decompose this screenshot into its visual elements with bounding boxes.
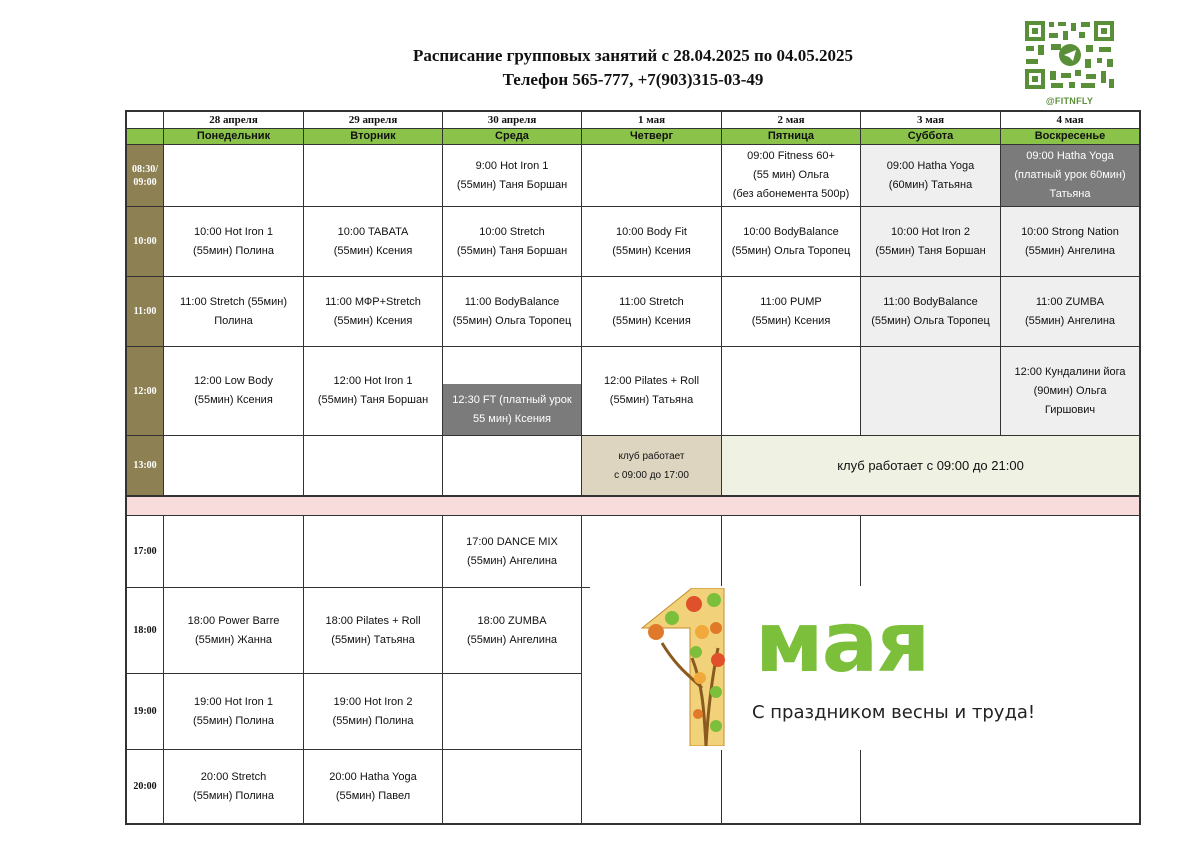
may-day-banner: [590, 586, 1109, 749]
class-cell: 20:00 Hatha Yoga (55мин) Павел: [304, 750, 443, 823]
class-cell: [722, 516, 861, 588]
class-cell: [304, 145, 443, 207]
column-day: Вторник: [304, 129, 443, 145]
class-cell: 18:00 Pilates + Roll (55мин) Татьяна: [304, 588, 443, 674]
column-day: Воскресенье: [1001, 129, 1139, 145]
column-day: Четверг: [582, 129, 722, 145]
column-date: 30 апреля: [443, 112, 582, 129]
class-cell: 18:00 Power Barre (55мин) Жанна: [164, 588, 304, 674]
column-day: Суббота: [861, 129, 1001, 145]
class-cell: 19:00 Hot Iron 2 (55мин) Полина: [304, 674, 443, 750]
class-cell: [443, 436, 582, 496]
column-date: 28 апреля: [164, 112, 304, 129]
column-date: 2 мая: [722, 112, 861, 129]
class-cell: [304, 436, 443, 496]
column-day: Пятница: [722, 129, 861, 145]
paid-class-cell: 12:30 FT (платный урок 55 мин) Ксения: [443, 384, 582, 436]
class-cell: [164, 436, 304, 496]
class-cell: 10:00 Stretch (55мин) Таня Боршан: [443, 207, 582, 277]
class-cell: [443, 750, 582, 823]
class-cell: 11:00 BodyBalance (55мин) Ольга Торопец: [861, 277, 1001, 347]
class-cell: [443, 674, 582, 750]
floral-number-one-icon: [632, 588, 732, 746]
class-cell: 10:00 Hot Iron 2 (55мин) Таня Боршан: [861, 207, 1001, 277]
paid-class-cell: 09:00 Hatha Yoga (платный урок 60мин) Татьяна: [1001, 145, 1139, 207]
class-cell: [722, 347, 861, 436]
class-cell: 12:00 Pilates + Roll (55мин) Татьяна: [582, 347, 722, 436]
class-cell: 12:00 Low Body (55мин) Ксения: [164, 347, 304, 436]
header-corner-day: [127, 129, 164, 145]
qr-caption: @FITNFLY: [1045, 96, 1094, 106]
column-date: 4 мая: [1001, 112, 1139, 129]
class-cell: 09:00 Hatha Yoga (60мин) Татьяна: [861, 145, 1001, 207]
column-day: Понедельник: [164, 129, 304, 145]
time-slot-label: 10:00: [127, 207, 164, 277]
time-slot-label: 12:00: [127, 347, 164, 436]
club-hours-note: клуб работает с 09:00 до 17:00: [582, 436, 722, 496]
class-cell: 10:00 Body Fit (55мин) Ксения: [582, 207, 722, 277]
qr-code-icon: [1023, 19, 1116, 91]
time-slot-label: 19:00: [127, 674, 164, 750]
class-cell: [582, 145, 722, 207]
class-cell: 11:00 Stretch (55мин) Ксения: [582, 277, 722, 347]
class-cell: 18:00 ZUMBA (55мин) Ангелина: [443, 588, 582, 674]
class-cell: [582, 516, 722, 588]
class-cell: [164, 145, 304, 207]
class-cell: [582, 750, 722, 823]
class-cell: 10:00 Hot Iron 1 (55мин) Полина: [164, 207, 304, 277]
class-cell: 20:00 Stretch (55мин) Полина: [164, 750, 304, 823]
svg-text:1: 1: [678, 737, 680, 739]
title-line-dates: Расписание групповых занятий с 28.04.2025 по 04.05.2025: [412, 46, 854, 65]
break-divider: [127, 496, 1139, 516]
column-day: Среда: [443, 129, 582, 145]
class-cell: 12:00 Hot Iron 1 (55мин) Таня Боршан: [304, 347, 443, 436]
column-date: 29 апреля: [304, 112, 443, 129]
header-corner: [127, 112, 164, 129]
time-slot-label: 11:00: [127, 277, 164, 347]
class-cell: [164, 516, 304, 588]
class-cell: 11:00 ZUMBA (55мин) Ангелина: [1001, 277, 1139, 347]
class-cell: 12:00 Кундалини йога (90мин) Ольга Гиршович: [1001, 347, 1139, 436]
class-cell: 11:00 МФР+Stretch (55мин) Ксения: [304, 277, 443, 347]
promo-word: мая: [755, 593, 929, 691]
class-cell: 11:00 BodyBalance (55мин) Ольга Торопец: [443, 277, 582, 347]
class-cell: 19:00 Hot Iron 1 (55мин) Полина: [164, 674, 304, 750]
time-slot-label: 20:00: [127, 750, 164, 823]
class-cell: [861, 347, 1001, 436]
title-line-phone: Телефон 565-777, +7(903)315-03-49: [502, 70, 764, 89]
promo-subtitle: С праздником весны и труда!: [752, 702, 1036, 723]
time-slot-label: 08:30/ 09:00: [127, 145, 164, 207]
class-cell: 10:00 BodyBalance (55мин) Ольга Торопец: [722, 207, 861, 277]
time-slot-label: 17:00: [127, 516, 164, 588]
column-date: 1 мая: [582, 112, 722, 129]
class-cell: 09:00 Fitness 60+ (55 мин) Ольга (без абонемента 500р): [722, 145, 861, 207]
class-cell: 11:00 PUMP (55мин) Ксения: [722, 277, 861, 347]
schedule-title: [300, 44, 966, 92]
club-hours-note: клуб работает с 09:00 до 21:00: [722, 436, 1139, 496]
time-slot-label: 18:00: [127, 588, 164, 674]
class-cell: 17:00 DANCE MIX (55мин) Ангелина: [443, 516, 582, 588]
empty-cell: [443, 347, 582, 384]
class-cell: 10:00 Strong Nation (55мин) Ангелина: [1001, 207, 1139, 277]
time-slot-label: 13:00: [127, 436, 164, 496]
class-cell: [722, 750, 861, 823]
class-cell: [304, 516, 443, 588]
column-date: 3 мая: [861, 112, 1001, 129]
class-cell: 9:00 Hot Iron 1 (55мин) Таня Боршан: [443, 145, 582, 207]
class-cell: 11:00 Stretch (55мин) Полина: [164, 277, 304, 347]
class-cell: 10:00 TABATA (55мин) Ксения: [304, 207, 443, 277]
